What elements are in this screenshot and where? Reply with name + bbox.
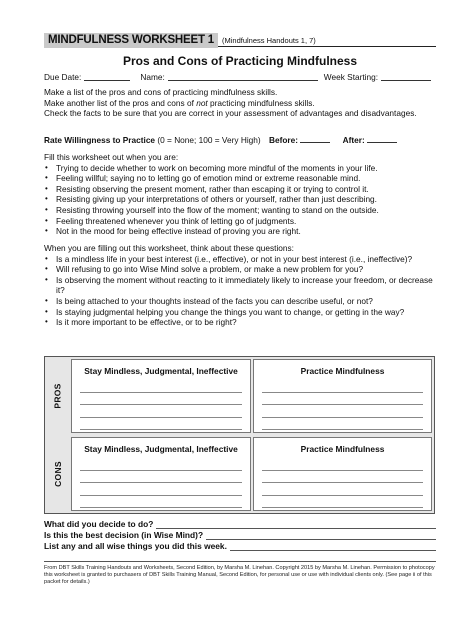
list-item: • Not in the mood for being effective instead of proving you are right.: [54, 226, 436, 237]
intro-line-2: Make another list of the pros and cons of not practicing mindfulness skills.: [44, 97, 315, 108]
list-item: • Trying to decide whether to work on becoming more mindful of the moments in your life.: [54, 163, 436, 174]
pros-mindless-heading: Stay Mindless, Judgmental, Ineffective: [84, 366, 238, 376]
when-to-fill-section: [44, 152, 436, 237]
decision-question: What did you decide to do?: [44, 519, 154, 529]
cons-mindfulness-heading: Practice Mindfulness: [300, 444, 385, 454]
pros-mindfulness-cell[interactable]: [253, 359, 432, 433]
rate-before-label: Before:: [268, 135, 299, 145]
when-heading: Fill this worksheet out when you are:: [44, 152, 179, 162]
wise-things-question: List any and all wise things you did this week.: [44, 541, 227, 551]
worksheet-handout-ref: (Mindfulness Handouts 1, 7): [222, 36, 316, 45]
cons-mindless-cell[interactable]: [71, 437, 251, 511]
wise-things-row: [44, 541, 436, 552]
pros-mindless-cell[interactable]: [71, 359, 251, 433]
name-label: Name:: [140, 72, 165, 82]
writing-lines: [80, 380, 242, 430]
writing-lines: [262, 458, 423, 508]
rate-after-label: After:: [342, 135, 365, 145]
info-fields: [44, 72, 436, 82]
decision-questions: [44, 519, 436, 562]
page-title: Pros and Cons of Practicing Mindfulness: [122, 54, 358, 68]
pros-cons-table: [44, 356, 435, 514]
list-item: • Feeling threatened whenever you think of letting go of judgments.: [54, 216, 436, 227]
list-item: • Resisting observing the present moment, rather than escaping it or trying to control it.: [54, 184, 436, 195]
list-item: • Resisting giving up your interpretations of others or yourself, rather than just describing.: [54, 194, 436, 205]
willingness-rating: [44, 134, 436, 146]
week-starting-label: Week Starting:: [323, 72, 379, 82]
worksheet-tag: MINDFULNESS WORKSHEET 1: [44, 33, 218, 48]
list-item: • Resisting throwing yourself into the flow of the moment; wanting to stand on the outside.: [54, 205, 436, 216]
wise-mind-question: Is this the best decision (in Wise Mind)?: [44, 530, 204, 540]
pros-row-label: PROS: [52, 383, 63, 409]
pros-mindfulness-heading: Practice Mindfulness: [300, 366, 385, 376]
list-item: • Is observing the moment without reacting to it immediately likely to increase your freedom, or decrease it?: [54, 275, 436, 296]
writing-lines: [262, 380, 423, 430]
rate-label: Rate Willingness to Practice: [44, 135, 156, 145]
wise-mind-row: [44, 530, 436, 541]
wise-mind-answer-field[interactable]: [206, 530, 436, 540]
due-date-label: Due Date:: [44, 72, 82, 82]
list-item: • Is being attached to your thoughts instead of the facts you can describe useful, or not?: [54, 296, 436, 307]
cons-row-label: CONS: [52, 461, 63, 487]
wise-things-row-2: [44, 552, 436, 562]
list-item: • Is a mindless life in your best interest (i.e., effective), or not in your best interest (i.e., ineffective)?: [54, 254, 436, 265]
intro-instructions: [44, 87, 436, 119]
cons-mindless-heading: Stay Mindless, Judgmental, Ineffective: [84, 444, 238, 454]
rate-scale: (0 = None; 100 = Very High): [157, 135, 261, 145]
decision-answer-field[interactable]: [156, 519, 436, 529]
questions-section: [44, 243, 436, 328]
wise-things-answer-field-2[interactable]: [44, 552, 436, 562]
name-field[interactable]: [168, 72, 318, 81]
intro-line-3: Check the facts to be sure that you are correct in your assessment of advantages and disadvantages.: [44, 108, 417, 119]
questions-heading: When you are filling out this worksheet, think about these questions:: [44, 243, 294, 253]
decision-row: [44, 519, 436, 530]
intro-line-1: Make a list of the pros and cons of practicing mindfulness skills.: [44, 87, 278, 97]
due-date-field[interactable]: [84, 72, 130, 81]
week-starting-field[interactable]: [381, 72, 431, 81]
list-item: • Is it more important to be effective, or to be right?: [54, 317, 436, 328]
list-item: • Feeling willful; saying no to letting go of emotion mind or extreme reasonable mind.: [54, 173, 436, 184]
cons-mindfulness-cell[interactable]: [253, 437, 432, 511]
copyright-notice: From DBT Skills Training Handouts and Worksheets, Second Edition, by Marsha M. Linehan. Copyright 2015 by Marsha M. Linehan. Permission to photocopy this worksheet is granted to purchasers of DBT Skills Training Manual, Second Edition, for personal use or use with individual clients only. (See page ii of this packet for details.): [44, 565, 435, 585]
questions-list: [44, 254, 436, 328]
list-item: • Is staying judgmental helping you change the things you want to change, or getting in the way?: [54, 307, 436, 318]
worksheet-header: [44, 30, 436, 47]
rate-before-field[interactable]: [300, 134, 330, 143]
list-item: • Will refusing to go into Wise Mind solve a problem, or make a new problem for you?: [54, 264, 436, 275]
when-list: [44, 163, 436, 237]
wise-things-answer-field[interactable]: [230, 541, 436, 551]
rate-after-field[interactable]: [367, 134, 397, 143]
writing-lines: [80, 458, 242, 508]
